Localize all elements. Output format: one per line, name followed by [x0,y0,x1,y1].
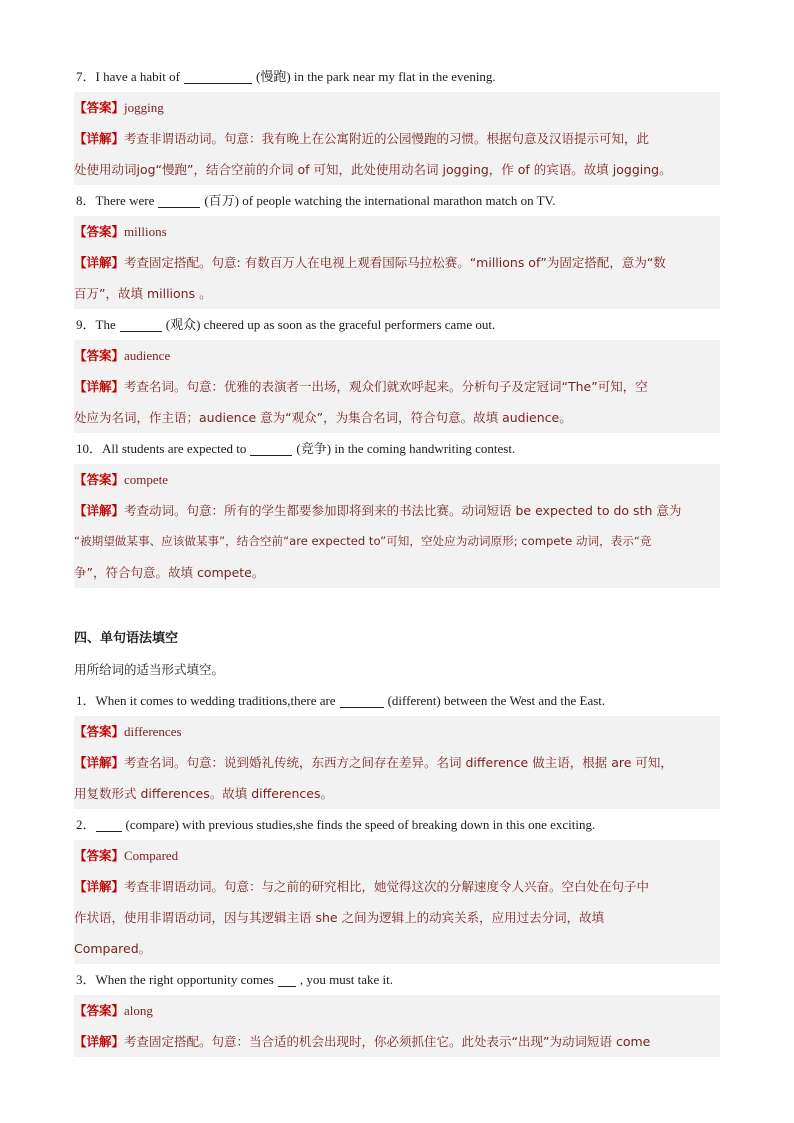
detail-row: 【详解】考查动词。句意：所有的学生都要参加即将到来的书法比赛。动词短语 be expected to do sth 意为 [74,495,720,526]
answer-row: 【答案】millions [74,216,720,247]
answer-row: 【答案】along [74,995,720,1026]
answer-blank [158,193,200,208]
detail-row: 【详解】考查名词。句意：说到婚礼传统，东西方之间存在差异。名词 difference 做主语，根据 are 可知， [74,747,720,778]
answer-blank [96,817,122,832]
answer-blank [184,69,252,84]
detail-row: 作状语，使用非谓语动词，因与其逻辑主语 she 之间为逻辑上的动宾关系，应用过去分词，故填 [74,902,720,933]
detail-row: 【详解】考查非谓语动词。句意：与之前的研究相比，她觉得这次的分解速度令人兴奋。空白处在句子中 [74,871,720,902]
detail-row: 【详解】考查固定搭配。句意: 有数百万人在电视上观看国际马拉松赛。“millions of”为固定搭配，意为“数 [74,247,720,278]
answer-row: 【答案】audience [74,340,720,371]
detail-row: 处使用动词jog“慢跑”，结合空前的介词 of 可知，此处使用动名词 jogging，作 of 的宾语。故填 jogging。 [74,154,720,185]
detail-row: 争”，符合句意。故填 compete。 [74,557,720,588]
spacer [74,588,720,597]
question-2: 2． (compare) with previous studies,she finds the speed of breaking down in this one exciting. [76,817,596,832]
question-3: 3．When the right opportunity comes , you must take it. [76,972,394,987]
answer-row: 【答案】compete [74,464,720,495]
question-8: 8．There were (百万) of people watching the international marathon match on TV. [76,193,556,208]
detail-row: 【详解】考查名词。句意：优雅的表演者一出场，观众们就欢呼起来。分析句子及定冠词“The”可知，空 [74,371,720,402]
question-1: 1．When it comes to wedding traditions,there are (different) between the West and the East. [76,693,606,708]
detail-row: Compared。 [74,933,720,964]
section-instruction: 用所给词的适当形式填空。 [74,662,225,677]
answer-row: 【答案】jogging [74,92,720,123]
detail-row: 【详解】考查固定搭配。句意：当合适的机会出现时，你必须抓住它。此处表示“出现”为动词短语 come [74,1026,720,1057]
detail-row: 处应为名词，作主语；audience 意为“观众”，为集合名词，符合句意。故填 audience。 [74,402,720,433]
detail-row: 百万”，故填 millions 。 [74,278,720,309]
detail-row: 用复数形式 differences。故填 differences。 [74,778,720,809]
answer-blank [278,972,296,987]
detail-row: “被期望做某事、应该做某事”，结合空前“are expected to”可知，空处应为动词原形; compete 动词，表示“竞 [74,526,720,557]
document-page [74,61,720,1057]
question-10: 10．All students are expected to (竞争) in the coming handwriting contest. [76,441,516,456]
section-title: 四、单句语法填空 [74,631,179,646]
question-9: 9．The (观众) cheered up as soon as the graceful performers came out. [76,317,496,332]
answer-row: 【答案】Compared [74,840,720,871]
detail-row: 【详解】考查非谓语动词。句意：我有晚上在公寓附近的公园慢跑的习惯。根据句意及汉语提示可知，此 [74,123,720,154]
answer-blank [250,441,292,456]
answer-blank [120,317,162,332]
answer-blank [340,693,384,708]
question-7: 7．I have a habit of (慢跑) in the park near my flat in the evening. [76,69,496,84]
answer-row: 【答案】differences [74,716,720,747]
